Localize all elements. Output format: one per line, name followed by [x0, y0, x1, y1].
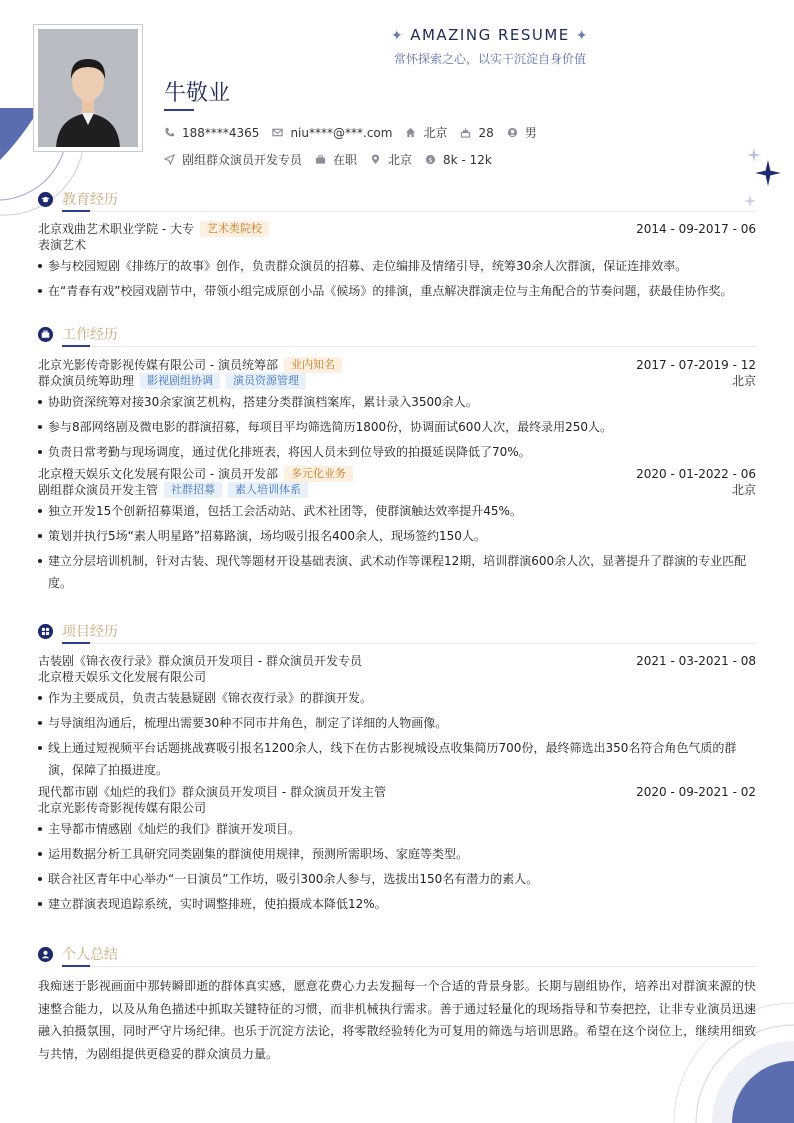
phone-text: 188****4365: [182, 125, 260, 140]
major-row: [38, 237, 756, 253]
education-header-row: [38, 221, 756, 237]
project-period: 2020 - 09-2021 - 02: [636, 785, 756, 799]
section-divider-accent: [62, 345, 90, 347]
profile-photo-frame: [33, 24, 143, 152]
project-entry: [38, 784, 756, 915]
project-bullets: [38, 687, 756, 781]
mail-icon: [272, 127, 283, 138]
section-divider: [62, 643, 756, 644]
project-title: 古装剧《锦衣夜行录》群众演员开发项目 - 群众演员开发专员: [38, 654, 362, 668]
city-text: 北京: [423, 126, 448, 140]
currency-icon: [425, 154, 436, 165]
status-text: 在职: [333, 153, 358, 167]
role-row: [38, 373, 756, 389]
list-item: 在“青春有戏”校园戏剧节中，带领小组完成原创小品《候场》的排演，重点解决群演走位与主角配合的节奏问题，获最佳协作奖。: [38, 280, 756, 302]
company-tag: 业内知名: [284, 357, 342, 373]
graduation-cap-icon: [38, 192, 53, 207]
cake-icon: [460, 127, 471, 138]
profile-photo: [38, 29, 138, 147]
section-title: 个人总结: [62, 947, 118, 963]
banner-title-text: AMAZING RESUME: [410, 26, 570, 44]
work-header-row: [38, 357, 756, 373]
list-item: 协助资深统筹对接30余家演艺机构，搭建分类群演档案库，累计录入3500余人。: [38, 391, 756, 413]
project-org: 北京光影传奇影视传媒有限公司: [38, 801, 207, 815]
project-org-row: [38, 669, 756, 685]
list-item: 建立群演表现追踪系统，实时调整排班，使拍摄成本降低12%。: [38, 893, 756, 915]
list-item: 建立分层培训机制，针对古装、现代等题材开设基础表演、武术动作等课程12期，培训群演600余人次，显著提升了群演的专业匹配度。: [38, 550, 756, 594]
work-city: 北京: [731, 374, 756, 388]
company-name: 北京橙天娱乐文化发展有限公司 - 演员开发部: [38, 467, 278, 481]
school-tag: 艺术类院校: [200, 221, 269, 237]
summary-section: [38, 944, 756, 1065]
person-silhouette-icon: [38, 29, 138, 147]
send-icon: [164, 154, 175, 165]
list-item: 作为主要成员，负责古装悬疑剧《锦衣夜行录》的群演开发。: [38, 687, 756, 709]
list-item: 线上通过短视频平台话题挑战赛吸引报名1200余人，线下在仿古影视城设点收集简历700份，最终筛选出350名符合角色气质的群演，保障了拍摄进度。: [38, 737, 756, 781]
contact-info-row: [164, 124, 550, 141]
list-item: 联合社区青年中心举办“一日演员”工作坊，吸引300余人参与，选拔出150名有潜力的素人。: [38, 868, 756, 890]
section-title: 项目经历: [62, 624, 118, 640]
list-item: 与导演组沟通后，梳理出需要30种不同市井角色，制定了详细的人物画像。: [38, 712, 756, 734]
banner-subtitle: 常怀探索之心，以实干沉淀自身价值: [393, 52, 586, 66]
project-section: [38, 621, 756, 918]
school-name: 北京戏曲艺术职业学院 - 大专: [38, 222, 194, 236]
list-item: 参与8部网络剧及微电影的群演招募，每项目平均筛选简历1800份，协调面试600人次，最终录用250人。: [38, 416, 756, 438]
role-row: [38, 482, 756, 498]
target-role-text: 剧组群众演员开发专员: [182, 153, 303, 167]
email-text: niu****@***.com: [290, 125, 393, 140]
age-text: 28: [478, 125, 494, 140]
list-item: 负责日常考勤与现场调度，通过优化排班表，将因人员未到位导致的拍摄延误降低了70%。: [38, 441, 756, 463]
major-text: 表演艺术: [38, 238, 87, 252]
project-org-row: [38, 800, 756, 816]
role-text: 剧组群众演员开发主管: [38, 483, 159, 497]
briefcase-icon: [315, 154, 326, 165]
section-header: [38, 944, 756, 966]
grid-icon: [38, 624, 53, 639]
section-divider: [62, 346, 756, 347]
name-underline: [164, 109, 194, 111]
project-entry: [38, 653, 756, 781]
work-entry: [38, 466, 756, 594]
work-period: 2017 - 07-2019 - 12: [636, 358, 756, 372]
resume-banner: [330, 26, 650, 67]
section-divider-accent: [62, 965, 90, 967]
section-divider: [62, 211, 756, 212]
company-name: 北京光影传奇影视传媒有限公司 - 演员统筹部: [38, 358, 278, 372]
list-item: 参与校园短剧《排练厅的故事》创作，负责群众演员的招募、走位编排及情绪引导，统筹30余人次群演，保证连排效率。: [38, 255, 756, 277]
work-entry: [38, 357, 756, 463]
work-bullets: [38, 391, 756, 463]
section-header: [38, 189, 756, 211]
education-section: [38, 189, 756, 305]
project-header-row: [38, 653, 756, 669]
company-tag: 多元化业务: [284, 466, 353, 482]
home-icon: [405, 127, 416, 138]
list-item: 运用数据分析工具研究同类剧集的群演使用规律，预测所需职场、家庭等类型。: [38, 843, 756, 865]
skill-tag: 演员资源管理: [226, 373, 306, 389]
svg-text:$: $: [428, 155, 433, 164]
work-section: [38, 324, 756, 597]
summary-text: 我痴迷于影视画面中那转瞬即逝的群体真实感，愿意花费心力去发掘每一个合适的背景身影。长期与剧组协作，培养出对群演来源的快速整合能力，以及从角色描述中抓取关键特征的习惯，而非机械执行需求。善于通过轻量化的现场指导和节奏把控，让非专业演员迅速融入拍摄氛围，同时严守片场纪律。也乐于沉淀方法论，将零散经验转化为可复用的筛选与培训思路。希望在这个岗位上，继续用细致与共情，为剧组提供更稳妥的群众演员力量。: [38, 979, 756, 1061]
project-title: 现代都市剧《灿烂的我们》群众演员开发项目 - 群众演员开发主管: [38, 785, 386, 799]
briefcase-icon: [38, 327, 53, 342]
star-right-icon: ✦: [575, 28, 590, 44]
target-city-text: 北京: [388, 153, 413, 167]
education-bullets: [38, 255, 756, 302]
skill-tag: 影视剧组协调: [140, 373, 220, 389]
section-divider: [62, 966, 756, 967]
skill-tag: 素人培训体系: [228, 482, 308, 498]
candidate-name: 牛敬业: [164, 81, 231, 106]
work-header-row: [38, 466, 756, 482]
project-org: 北京橙天娱乐文化发展有限公司: [38, 670, 207, 684]
section-header: [38, 324, 756, 346]
phone-icon: [164, 127, 175, 138]
education-period: 2014 - 09-2017 - 06: [636, 222, 756, 236]
project-period: 2021 - 03-2021 - 08: [636, 654, 756, 668]
gender-text: 男: [524, 126, 537, 140]
section-title: 工作经历: [62, 327, 118, 343]
project-header-row: [38, 784, 756, 800]
list-item: 独立开发15个创新招募渠道，包括工会活动站、武术社团等，使群演触达效率提升45%。: [38, 500, 756, 522]
section-divider-accent: [62, 642, 90, 644]
role-text: 群众演员统筹助理: [38, 374, 135, 388]
skill-tag: 社群招募: [164, 482, 222, 498]
location-pin-icon: [370, 154, 381, 165]
job-intent-row: [164, 151, 505, 168]
project-bullets: [38, 818, 756, 915]
list-item: 主导都市情感剧《灿烂的我们》群演开发项目。: [38, 818, 756, 840]
user-icon: [38, 947, 53, 962]
section-divider-accent: [62, 210, 90, 212]
banner-title: [330, 26, 650, 44]
work-period: 2020 - 01-2022 - 06: [636, 467, 756, 481]
list-item: 策划并执行5场“素人明星路”招募路演，场均吸引报名400余人，现场签约150人。: [38, 525, 756, 547]
work-bullets: [38, 500, 756, 594]
salary-text: 8k - 12k: [443, 152, 492, 167]
work-city: 北京: [731, 483, 756, 497]
section-title: 教育经历: [62, 192, 118, 208]
user-icon: [507, 127, 518, 138]
section-header: [38, 621, 756, 643]
star-left-icon: ✦: [390, 28, 405, 44]
